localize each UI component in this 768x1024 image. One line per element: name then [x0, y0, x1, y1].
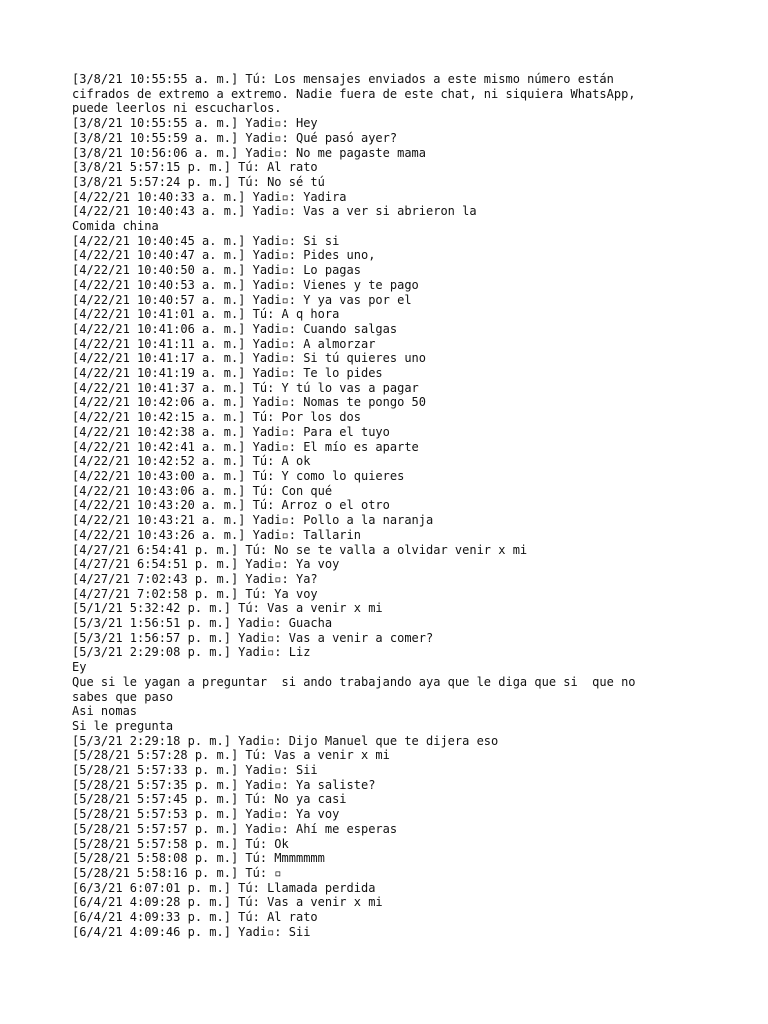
transcript-line: [4/22/21 10:43:26 a. m.] Yadi▫: Tallarin — [72, 527, 361, 542]
transcript-line: Si le pregunta — [72, 718, 174, 733]
transcript-line: [5/3/21 1:56:51 p. m.] Yadi▫: Guacha — [72, 616, 333, 631]
transcript-line: [4/27/21 6:54:51 p. m.] Yadi▫: Ya voy — [72, 557, 340, 572]
transcript-line: Asi nomas — [72, 704, 138, 719]
transcript-line: [5/3/21 2:29:08 p. m.] Yadi▫: Liz — [72, 645, 311, 660]
transcript-line: [4/22/21 10:40:43 a. m.] Yadi▫: Vas a ver si abrieron la — [72, 204, 477, 219]
transcript-line: [5/28/21 5:57:53 p. m.] Yadi▫: Ya voy — [72, 807, 340, 822]
transcript-line: [4/22/21 10:40:45 a. m.] Yadi▫: Si si — [72, 233, 340, 248]
transcript-line: puede leerlos ni escucharlos. — [72, 101, 282, 116]
transcript-line: [4/22/21 10:43:20 a. m.] Tú: Arroz o el otro — [72, 498, 390, 513]
transcript-line: [4/22/21 10:41:37 a. m.] Tú: Y tú lo vas a pagar — [72, 380, 419, 395]
transcript-line: [4/22/21 10:40:47 a. m.] Yadi▫: Pides uno, — [72, 248, 376, 263]
transcript-line: [4/27/21 7:02:58 p. m.] Tú: Ya voy — [72, 586, 318, 601]
transcript-line: sabes que paso — [72, 689, 174, 704]
transcript-line: [4/22/21 10:41:17 a. m.] Yadi▫: Si tú quieres uno — [72, 351, 427, 366]
transcript-line: [4/22/21 10:40:57 a. m.] Yadi▫: Y ya vas por el — [72, 292, 412, 307]
transcript-line: [4/22/21 10:42:41 a. m.] Yadi▫: El mío es aparte — [72, 439, 419, 454]
transcript-line: [5/28/21 5:57:35 p. m.] Yadi▫: Ya saliste? — [72, 777, 376, 792]
transcript-line: [4/22/21 10:40:33 a. m.] Yadi▫: Yadira — [72, 189, 347, 204]
transcript-line: [3/8/21 10:55:55 a. m.] Tú: Los mensajes enviados a este mismo número están — [72, 72, 614, 86]
transcript-line: [5/28/21 5:58:16 p. m.] Tú: ▫ — [72, 865, 282, 880]
transcript-line: [3/8/21 10:55:55 a. m.] Yadi▫: Hey — [72, 116, 318, 131]
transcript-line: [5/28/21 5:57:58 p. m.] Tú: Ok — [72, 836, 289, 851]
transcript-line: [4/22/21 10:43:21 a. m.] Yadi▫: Pollo a la naranja — [72, 513, 434, 528]
transcript-line: [5/28/21 5:57:28 p. m.] Tú: Vas a venir x mi — [72, 748, 390, 763]
transcript-line: [4/22/21 10:41:06 a. m.] Yadi▫: Cuando salgas — [72, 321, 398, 336]
transcript-line: [3/8/21 5:57:24 p. m.] Tú: No sé tú — [72, 174, 325, 189]
transcript-line: [4/22/21 10:42:52 a. m.] Tú: A ok — [72, 454, 311, 469]
transcript-line: [3/8/21 10:55:59 a. m.] Yadi▫: Qué pasó ayer? — [72, 130, 398, 145]
transcript-line: cifrados de extremo a extremo. Nadie fuera de este chat, ni siquiera WhatsApp, — [72, 86, 636, 101]
transcript-line: [4/22/21 10:40:53 a. m.] Yadi▫: Vienes y te pago — [72, 277, 419, 292]
transcript-line: [4/22/21 10:42:15 a. m.] Tú: Por los dos — [72, 410, 361, 425]
transcript-line: [6/3/21 6:07:01 p. m.] Tú: Llamada perdida — [72, 880, 376, 895]
transcript-line: [6/4/21 4:09:28 p. m.] Tú: Vas a venir x mi — [72, 895, 383, 910]
transcript-line: [5/3/21 2:29:18 p. m.] Yadi▫: Dijo Manuel que te dijera eso — [72, 733, 499, 748]
transcript-line: [4/22/21 10:42:38 a. m.] Yadi▫: Para el tuyo — [72, 424, 390, 439]
transcript-line: Ey — [72, 660, 87, 675]
chat-transcript-page — [72, 72, 692, 939]
transcript-line: [4/22/21 10:41:19 a. m.] Yadi▫: Te lo pides — [72, 366, 383, 381]
transcript-line: [6/4/21 4:09:33 p. m.] Tú: Al rato — [72, 910, 318, 925]
transcript-line: [4/22/21 10:42:06 a. m.] Yadi▫: Nomas te pongo 50 — [72, 395, 427, 410]
transcript-line: [5/3/21 1:56:57 p. m.] Yadi▫: Vas a venir a comer? — [72, 630, 434, 645]
transcript-line: [3/8/21 10:56:06 a. m.] Yadi▫: No me pagaste mama — [72, 145, 427, 160]
transcript-line: [5/28/21 5:57:33 p. m.] Yadi▫: Sii — [72, 763, 318, 778]
transcript-line: [4/22/21 10:40:50 a. m.] Yadi▫: Lo pagas — [72, 263, 361, 278]
transcript-line: [5/28/21 5:57:45 p. m.] Tú: No ya casi — [72, 792, 347, 807]
transcript-line: [5/1/21 5:32:42 p. m.] Tú: Vas a venir x mi — [72, 601, 383, 616]
transcript-line: [5/28/21 5:57:57 p. m.] Yadi▫: Ahí me esperas — [72, 821, 398, 836]
chat-transcript-lines — [72, 72, 692, 939]
transcript-line: [6/4/21 4:09:46 p. m.] Yadi▫: Sii — [72, 924, 311, 939]
transcript-line: [3/8/21 5:57:15 p. m.] Tú: Al rato — [72, 160, 318, 175]
transcript-line: [4/22/21 10:41:11 a. m.] Yadi▫: A almorzar — [72, 336, 376, 351]
transcript-line: [4/22/21 10:43:00 a. m.] Tú: Y como lo quieres — [72, 468, 405, 483]
transcript-line: [4/27/21 6:54:41 p. m.] Tú: No se te valla a olvidar venir x mi — [72, 542, 528, 557]
transcript-line: [4/22/21 10:41:01 a. m.] Tú: A q hora — [72, 307, 340, 322]
transcript-line: Que si le yagan a preguntar si ando trabajando aya que le diga que si que no — [72, 674, 636, 689]
transcript-line: [4/22/21 10:43:06 a. m.] Tú: Con qué — [72, 483, 333, 498]
transcript-line: [4/27/21 7:02:43 p. m.] Yadi▫: Ya? — [72, 571, 318, 586]
transcript-line: Comida china — [72, 219, 159, 234]
transcript-line: [5/28/21 5:58:08 p. m.] Tú: Mmmmmmm — [72, 851, 325, 866]
